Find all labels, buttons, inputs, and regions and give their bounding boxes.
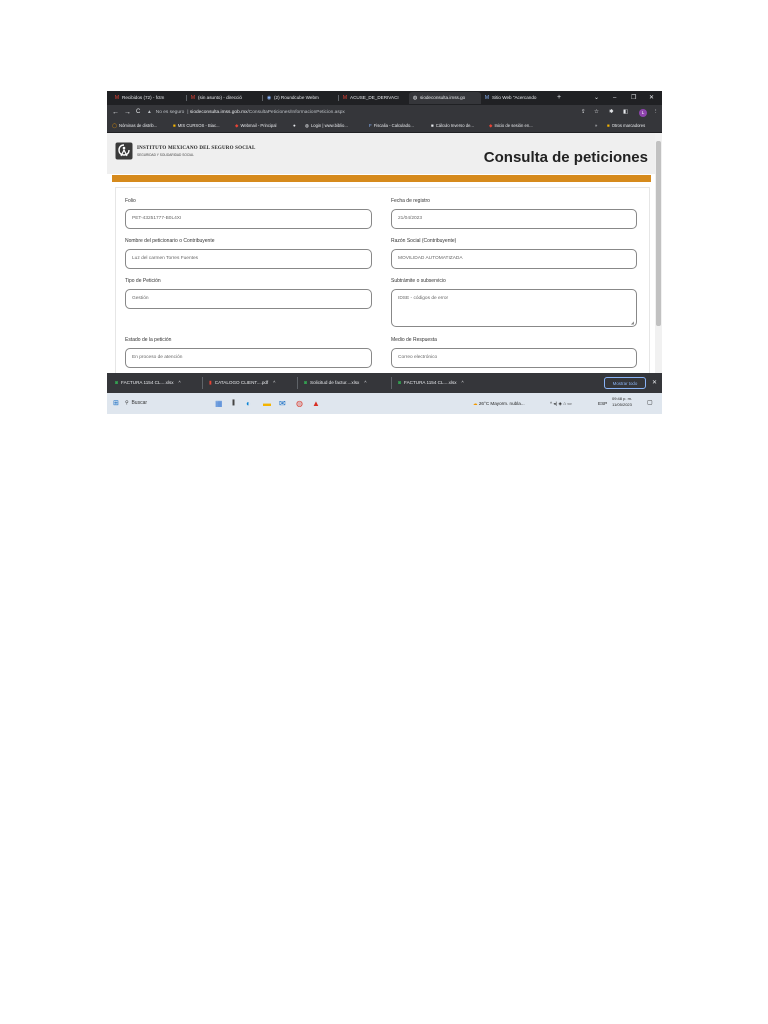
subtramite-label: Subtrámite o subservicio bbox=[391, 278, 446, 284]
login-icon: ◆ bbox=[489, 123, 493, 128]
globe-icon: ◍ bbox=[305, 123, 309, 128]
acrobat-icon[interactable]: ▲ bbox=[312, 399, 320, 408]
medio-field[interactable]: Correo electrónico bbox=[391, 348, 637, 368]
warning-icon: ▲ bbox=[147, 110, 152, 115]
security-label: No es seguro bbox=[155, 110, 185, 115]
close-window-icon[interactable]: ✕ bbox=[649, 95, 655, 101]
other-bookmarks[interactable] bbox=[607, 120, 645, 132]
bookmark-label: Login | www.biblio... bbox=[310, 123, 348, 128]
subtramite-value: IDSE - códigos de error bbox=[398, 296, 449, 301]
address-input[interactable]: ▲ No es seguro | siodeconsulta.imss.gob.mx/ConsultaPeticiones/InformacionPeticion.aspx bbox=[147, 110, 345, 115]
screenshot-region bbox=[107, 91, 662, 414]
back-arrow-icon[interactable]: ← bbox=[112, 109, 119, 116]
accent-bar bbox=[112, 175, 651, 182]
url-host: siodeconsulta.imss.gob.mx bbox=[189, 110, 248, 115]
chevron-up-icon[interactable]: ^ bbox=[364, 380, 367, 385]
divider bbox=[391, 377, 392, 389]
nombre-field[interactable]: Luz del carmen Torres Fuentes bbox=[125, 249, 372, 269]
tab-title: (2) Roundcube Webm bbox=[274, 95, 319, 100]
institution-name: INSTITUTO MEXICANO DEL SEGURO SOCIAL bbox=[137, 146, 256, 151]
nombre-label: Nombre del peticionario o Contribuyente bbox=[125, 238, 215, 244]
globe-icon: ◍ bbox=[412, 95, 418, 101]
bookmarks-bar bbox=[107, 120, 662, 133]
download-item[interactable] bbox=[304, 373, 366, 393]
bookmark-label: Cálculo Inverso de... bbox=[435, 123, 474, 128]
bookmark-item[interactable] bbox=[369, 120, 414, 132]
page-viewport bbox=[107, 133, 662, 373]
institution-subtitle: SEGURIDAD Y SOLIDARIDAD SOCIAL bbox=[137, 153, 194, 157]
menu-icon[interactable]: ⋮ bbox=[653, 109, 659, 115]
notification-icon[interactable]: ▢ bbox=[647, 400, 653, 406]
show-all-downloads-button[interactable]: Mostrar todo bbox=[604, 377, 646, 389]
roundcube-icon: ◉ bbox=[266, 95, 272, 101]
site-icon: M bbox=[484, 95, 490, 101]
mail-icon[interactable]: ✉ bbox=[279, 399, 286, 408]
weather-widget[interactable] bbox=[473, 393, 525, 414]
task-view-icon[interactable]: ❚ bbox=[231, 400, 237, 406]
browser-tab-bar bbox=[107, 91, 662, 105]
gmail-icon: M bbox=[114, 95, 120, 101]
bookmark-label: Webmail - Principal bbox=[240, 123, 277, 128]
globe-icon: ● bbox=[293, 123, 296, 128]
tab-title: Recibidos (72) - fctm bbox=[122, 95, 165, 100]
fiscalia-icon: F bbox=[369, 123, 372, 128]
fecha-field[interactable]: 21/04/2023 bbox=[391, 209, 637, 229]
excel-file-icon: ◙ bbox=[398, 380, 402, 386]
edge-icon[interactable]: ◐ bbox=[246, 399, 251, 408]
taskbar-search-input[interactable] bbox=[125, 396, 210, 411]
more-bookmarks-icon[interactable]: » bbox=[595, 123, 598, 128]
gmail-icon: M bbox=[190, 95, 196, 101]
download-name: FACTURA 1154 CL....xlsx bbox=[121, 380, 174, 385]
system-tray-icons[interactable]: ^ ◂) ◈ ⌂ ▭ bbox=[550, 401, 572, 406]
clock-time: 09:48 p. m. bbox=[612, 396, 633, 401]
tab-siodeconsulta[interactable] bbox=[409, 92, 481, 104]
folder-icon: ■ bbox=[173, 123, 176, 128]
tab-sin-asunto[interactable] bbox=[187, 92, 261, 104]
razon-field[interactable]: MOVILIDAD AUTOMATIZADA bbox=[391, 249, 637, 269]
tab-title: siodeconsulta.imss.go bbox=[420, 95, 466, 100]
chrome-icon[interactable]: ◍ bbox=[296, 399, 303, 408]
estado-label: Estado de la petición bbox=[125, 337, 172, 343]
petition-form bbox=[115, 187, 650, 379]
bookmark-icon: ◯ bbox=[112, 123, 118, 128]
extensions-icon[interactable]: ✱ bbox=[609, 109, 614, 115]
chevron-up-icon[interactable]: ^ bbox=[273, 380, 276, 385]
page-header bbox=[107, 133, 655, 174]
excel-file-icon: ◙ bbox=[304, 380, 308, 386]
excel-file-icon: ◙ bbox=[115, 380, 119, 386]
tab-search-icon[interactable]: ⌄ bbox=[594, 95, 600, 101]
bookmark-label: Fiscalia - Calculado... bbox=[373, 123, 414, 128]
bookmark-item[interactable] bbox=[305, 120, 348, 132]
downloads-bar bbox=[107, 373, 662, 393]
close-downloads-icon[interactable]: ✕ bbox=[652, 380, 658, 386]
chevron-up-icon[interactable]: ^ bbox=[461, 380, 464, 385]
estado-field[interactable]: En proceso de atención bbox=[125, 348, 372, 368]
divider bbox=[297, 377, 298, 389]
address-bar-row bbox=[107, 105, 662, 120]
other-bookmarks-label: Otros marcadores bbox=[611, 123, 646, 128]
new-tab-button[interactable]: + bbox=[557, 94, 562, 101]
folio-label: Folio bbox=[125, 198, 136, 204]
tab-sitio-web[interactable] bbox=[481, 92, 553, 104]
folio-field[interactable]: PET-43251777-B0L4XI bbox=[125, 209, 372, 229]
forward-arrow-icon[interactable]: → bbox=[124, 109, 131, 116]
widgets-icon[interactable]: ▦ bbox=[215, 399, 223, 408]
bookmark-label: Nóminas de distrib... bbox=[119, 123, 158, 128]
medio-label: Medio de Respuesta bbox=[391, 337, 437, 343]
minimize-icon[interactable]: – bbox=[613, 95, 617, 101]
resize-grip-icon[interactable]: ◢ bbox=[630, 320, 634, 325]
imss-logo bbox=[115, 142, 133, 160]
side-panel-icon[interactable]: ◧ bbox=[623, 109, 629, 115]
windows-taskbar bbox=[107, 393, 662, 414]
share-icon[interactable]: ⇪ bbox=[581, 109, 586, 115]
bookmark-item[interactable] bbox=[112, 120, 157, 132]
language-indicator[interactable]: ESP bbox=[598, 401, 608, 406]
bookmark-item[interactable] bbox=[235, 120, 276, 132]
download-item[interactable] bbox=[115, 373, 181, 393]
download-name: FACTURA 1154 CL....xlsx bbox=[404, 380, 457, 385]
page-scrollbar[interactable] bbox=[655, 133, 662, 373]
clock-date: 11/05/2023 bbox=[612, 402, 632, 407]
weather-text: 26°C Mayorm. nubla... bbox=[478, 401, 525, 406]
folder-icon: ■ bbox=[607, 123, 610, 128]
bookmark-item[interactable] bbox=[431, 120, 474, 132]
search-icon: ⚲ bbox=[125, 400, 129, 406]
weather-icon: ☁ bbox=[473, 401, 478, 406]
scrollbar-thumb[interactable] bbox=[656, 141, 661, 326]
download-name: Solicitud de factur....xlsx bbox=[310, 380, 360, 385]
search-placeholder: Buscar bbox=[131, 400, 148, 406]
bookmark-item[interactable] bbox=[489, 120, 533, 132]
bookmark-star-icon[interactable]: ☆ bbox=[594, 109, 599, 115]
reload-icon[interactable]: C bbox=[136, 109, 141, 115]
download-item[interactable] bbox=[209, 373, 275, 393]
subtramite-textarea[interactable] bbox=[391, 289, 637, 327]
download-name: CATALOGO CLIENT....pdf bbox=[214, 380, 269, 385]
tab-recibidos[interactable] bbox=[111, 92, 185, 104]
tab-acuse[interactable] bbox=[339, 92, 409, 104]
chevron-up-icon[interactable]: ^ bbox=[178, 380, 181, 385]
url-path: /ConsultaPeticiones/InformacionPeticion.aspx bbox=[247, 110, 345, 115]
windows-start-icon[interactable]: ⊞ bbox=[113, 400, 119, 407]
razon-label: Razón Social (Contribuyente) bbox=[391, 238, 457, 244]
tab-title: ACUSE_DE_DERIVACI bbox=[350, 95, 399, 100]
system-clock[interactable] bbox=[612, 396, 632, 408]
webmail-icon: ◆ bbox=[235, 123, 239, 128]
tipo-field[interactable]: Gestión bbox=[125, 289, 372, 309]
download-item[interactable] bbox=[398, 373, 464, 393]
page-title: Consulta de peticiones bbox=[483, 149, 648, 166]
bookmark-label: MIS CURSOS - Biac... bbox=[177, 123, 220, 128]
bookmark-item[interactable] bbox=[293, 120, 298, 132]
tab-title: Sitio Web "Acercando bbox=[492, 95, 537, 100]
bookmark-label: Inicio de sesión en... bbox=[494, 123, 533, 128]
bookmark-item[interactable] bbox=[173, 120, 220, 132]
divider bbox=[202, 377, 203, 389]
profile-avatar[interactable]: L bbox=[639, 109, 647, 117]
restore-icon[interactable]: ❐ bbox=[631, 95, 637, 101]
tipo-label: Tipo de Petición bbox=[125, 278, 161, 284]
fecha-label: Fecha de registro bbox=[391, 198, 430, 204]
pdf-file-icon: ▮ bbox=[209, 380, 212, 386]
tab-title: (sin asunto) - direcció bbox=[198, 95, 242, 100]
tab-roundcube[interactable] bbox=[263, 92, 337, 104]
gmail-icon: M bbox=[342, 95, 348, 101]
file-explorer-icon[interactable]: ▬ bbox=[263, 399, 271, 408]
page-icon: ■ bbox=[431, 123, 434, 128]
